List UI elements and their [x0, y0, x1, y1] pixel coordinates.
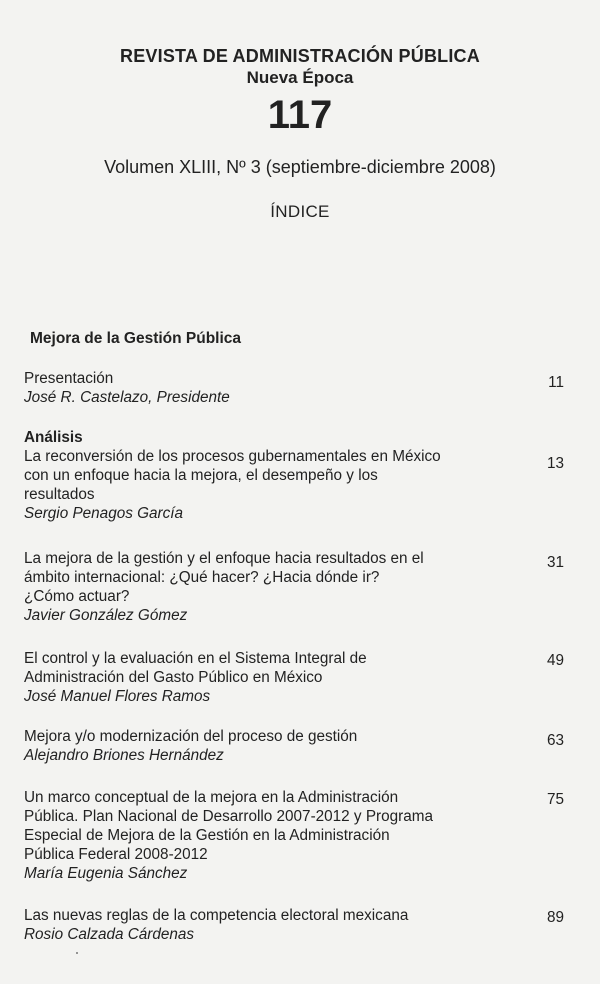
toc-entry-title: [24, 369, 494, 388]
toc-entry-page: 31: [546, 554, 564, 571]
toc-entry-modernizacion[interactable]: [24, 727, 564, 765]
toc-entry-author: Sergio Penagos García: [24, 505, 184, 522]
toc-entry-title: [24, 788, 494, 864]
toc-entry-reconversion[interactable]: [24, 428, 564, 523]
toc-entry-author: José R. Castelazo, Presidente: [24, 389, 230, 406]
toc-entry-international[interactable]: [24, 549, 564, 625]
toc-entry-title-line: ámbito internacional: ¿Qué hacer? ¿Hacia dónde ir?: [24, 569, 380, 586]
toc-entry-title: [24, 549, 494, 606]
toc-entry-presentation[interactable]: [24, 369, 564, 407]
toc-entry-title-line: ¿Cómo actuar?: [24, 588, 130, 605]
scan-speck: [76, 952, 78, 954]
toc-entry-page: 75: [546, 791, 564, 808]
toc-entry-marco-conceptual[interactable]: [24, 788, 564, 883]
toc-entry-control-evaluacion[interactable]: [24, 649, 564, 706]
toc-entry-title: [24, 447, 494, 504]
index-heading: ÍNDICE: [270, 202, 330, 221]
toc-entry-title-line: La reconversión de los procesos gubernamentales en México: [24, 448, 441, 465]
toc-entry-title: [24, 649, 494, 687]
toc-entry-title-line: Pública. Plan Nacional de Desarrollo 2007-2012 y Programa: [24, 808, 433, 825]
volume-line: Volumen XLIII, Nº 3 (septiembre-diciembre 2008): [104, 157, 496, 177]
toc-entry-title-line: Administración del Gasto Público en México: [24, 669, 323, 686]
toc-entry-title-line: Pública Federal 2008-2012: [24, 846, 208, 863]
toc-entry-author: María Eugenia Sánchez: [24, 865, 188, 882]
toc-entry-label: Análisis: [24, 429, 83, 446]
section-heading: Mejora de la Gestión Pública: [30, 330, 242, 347]
toc-entry-title-line: La mejora de la gestión y el enfoque hacia resultados en el: [24, 550, 424, 567]
toc-entry-page: 13: [546, 455, 564, 472]
toc-entry-page: 11: [548, 374, 564, 391]
toc-entry-page: 49: [546, 652, 564, 669]
journal-title: REVISTA DE ADMINISTRACIÓN PÚBLICA: [120, 46, 480, 66]
toc-entry-title: [24, 906, 494, 925]
toc-entry-title-line: resultados: [24, 486, 95, 503]
toc-entry-author: Javier González Gómez: [24, 607, 188, 624]
journal-subtitle: Nueva Época: [246, 68, 354, 87]
toc-entry-competencia-electoral[interactable]: [24, 906, 564, 944]
toc-entry-title-line: El control y la evaluación en el Sistema Integral de: [24, 650, 367, 667]
toc-entry-title-line: Mejora y/o modernización del proceso de gestión: [24, 728, 358, 745]
toc-entry-title-line: Un marco conceptual de la mejora en la Administración: [24, 789, 399, 806]
toc-entry-title-line: Presentación: [24, 370, 114, 387]
toc-entry-author: Rosio Calzada Cárdenas: [24, 926, 195, 943]
toc-entry-author: Alejandro Briones Hernández: [24, 747, 224, 764]
toc-entry-page: 63: [546, 732, 564, 749]
toc-entry-page: 89: [546, 909, 564, 926]
toc-entry-author: José Manuel Flores Ramos: [24, 688, 211, 705]
toc-entry-title-line: con un enfoque hacia la mejora, el desempeño y los: [24, 467, 378, 484]
toc-entry-title-line: Especial de Mejora de la Gestión en la Administración: [24, 827, 390, 844]
toc-entry-title: [24, 727, 494, 746]
issue-number: 117: [267, 93, 333, 137]
toc-entry-title-line: Las nuevas reglas de la competencia electoral mexicana: [24, 907, 409, 924]
